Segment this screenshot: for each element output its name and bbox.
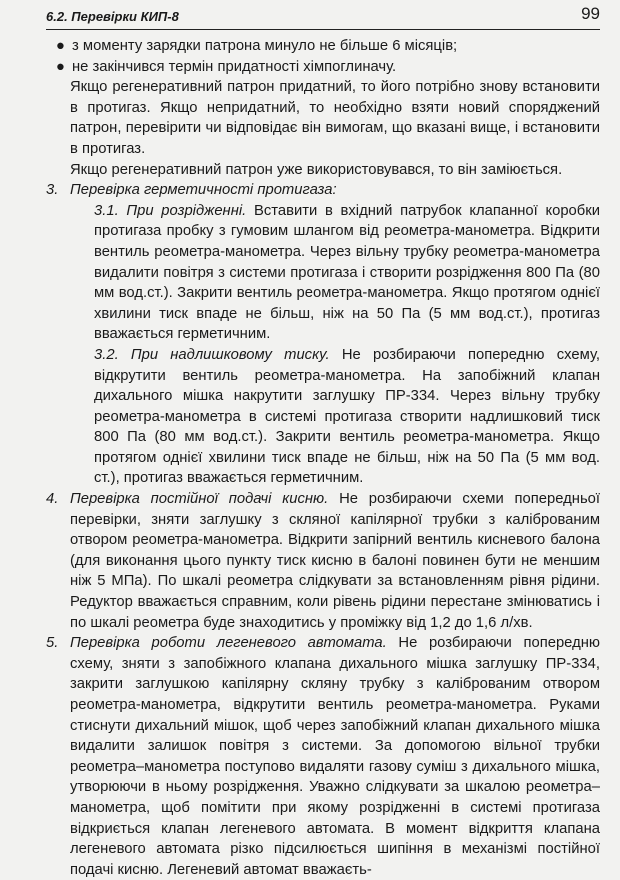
subitem-heading: 3.1. При розрідженні. bbox=[94, 202, 247, 219]
item-body bbox=[70, 633, 600, 880]
item-number: 4. bbox=[46, 491, 59, 508]
item-title: Перевірка постійної подачі кисню. bbox=[70, 491, 329, 508]
page-number: 99 bbox=[581, 4, 600, 23]
numbered-item-3 bbox=[46, 180, 600, 489]
item-text: Не розбираючи схеми попередньої перевірки, зняти заглушку з скляної капілярної трубки з каліброваним отвором реометра-манометра. Відкрити запірний вентиль кисневого балона (для виконання цього пункту тиск кисню в балоні повинен бути не меншим ніж 5 МПа). По шкалі реометра слідкувати за встановленням рівня рідини. Редуктор вважається справним, коли рівень рідини перестане змінюватись і по шкалі реометра буде знаходитись у проміжку від 1,2 до 1,6 л/хв. bbox=[70, 491, 600, 631]
numbered-item-5 bbox=[46, 633, 600, 880]
subitem-3-2 bbox=[70, 345, 600, 489]
subitem-heading: 3.2. При надлишковому тиску. bbox=[94, 346, 330, 363]
bullet-item: ● з моменту зарядки патрона минуло не більше 6 місяців; bbox=[46, 36, 600, 57]
header-rule bbox=[46, 29, 600, 30]
item-number: 3. bbox=[46, 182, 59, 199]
subitem-text: Не розбираючи попередню схему, відкрутити вентиль реометра-манометра. На запобіжний клапан дихального мішка накрутити заглушку ПР-334. Через вільну трубку реометра-манометра в системі протигаза створити надлишковий тиск 800 Па (80 мм вод.ст.). Закрити вентиль реометра-манометра. Якщо протягом однієї хвилини тиск впаде не більш, ніж на 50 Па (5 мм вод. ст.), протигаз вважається герметичним. bbox=[94, 346, 600, 487]
bullet-icon: ● bbox=[56, 58, 65, 75]
section-title: 6.2. Перевірки КИП-8 bbox=[46, 9, 179, 24]
bullet-item: ● не закінчився термін придатності хімпоглиначу. bbox=[46, 57, 600, 78]
paragraph: Якщо регенеративний патрон уже використовувався, то він заміюється. bbox=[70, 161, 563, 178]
subitem-text: Вставити в вхідний патрубок клапанної коробки протигаза пробку з гумовим шлангом від реометра-манометра. Відкрити вентиль реометра-манометра. Через вільну трубку реометра-манометра видалити повітря з системи протигаза і створити розрідження 800 Па (80 мм вод.ст.). Закрити вентиль реометра-манометра. Якщо протягом однієї хвилини тиск впаде не більш, ніж на 50 Па (5 мм вод.ст.), протигаз вважається герметичним. bbox=[94, 202, 601, 343]
bullet-icon: ● bbox=[56, 38, 65, 54]
paragraph: Якщо регенеративний патрон придатний, то його потрібно знову встановити в протигаз. Якщо непридатний, то необхідно взяти новий споряджений патрон, перевірити чи відповідає він вимогам, що вказані вище, і встановити в протигаз. bbox=[70, 79, 600, 157]
numbered-item-4 bbox=[46, 489, 600, 633]
item-title: Перевірка роботи легеневого автомата. bbox=[70, 635, 387, 652]
item-title: Перевірка герметичності протигаза: bbox=[70, 182, 337, 199]
subitem-3-1 bbox=[70, 201, 600, 345]
item-body bbox=[70, 489, 600, 633]
page-body bbox=[46, 36, 600, 880]
page-header bbox=[46, 4, 600, 28]
item-text: Не розбираючи попередню схему, зняти з запобіжного клапана дихального мішка заглушку ПР-334, закрити заглушкою капілярну скляну трубку з каліброваним отвором реометра-манометра, відкрутити вентиль реометра-манометра. Руками стиснути дихальний мішок, щоб через запобіжний клапан дихального мішка видалити залишок повітря з системи. За допомогою вільної трубки реометра–манометра поступово видаляти газову суміш з дихального мішка, утворюючи в ньому розрідження. Уважно слідкувати за шкалою реометра–манометра, щоб помітити при якому розрідженні в системі протигаза відкриється клапан легеневого автомата. В момент відкриття клапана легеневого автомата різко підсилюється шипіння в механізмі постійної подачі кисню. Легеневий автомат вважаєть- bbox=[70, 635, 600, 878]
item-number: 5. bbox=[46, 635, 59, 652]
